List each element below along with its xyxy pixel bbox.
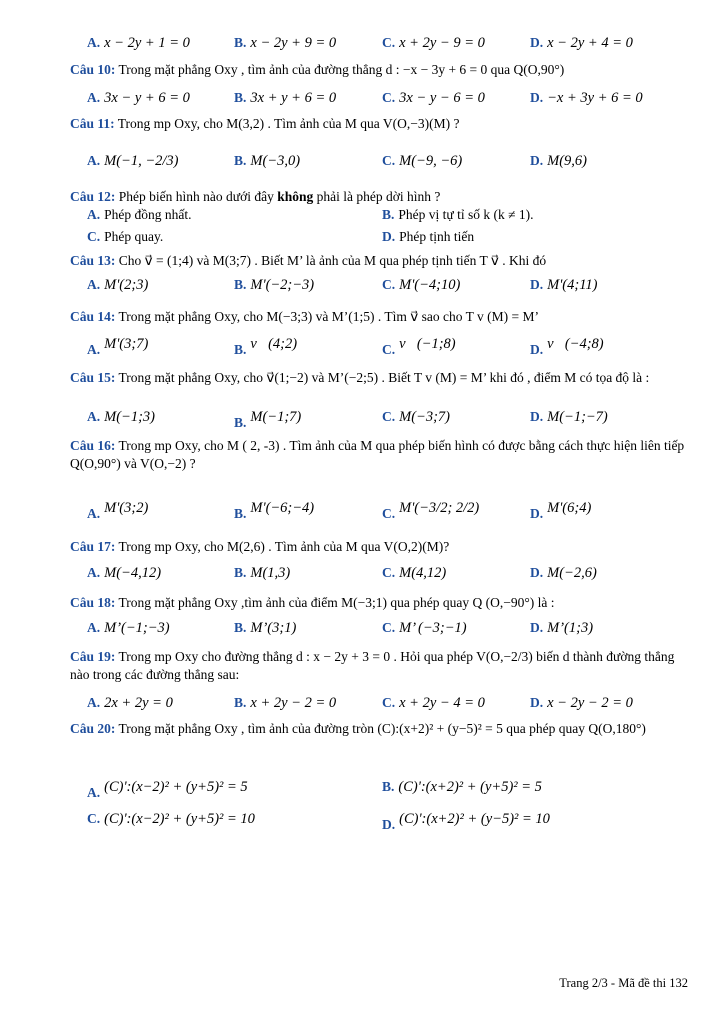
option-b: B. Phép vị tự tỉ số k (k ≠ 1). — [382, 207, 534, 222]
question-20: Câu 20: Trong mặt phẳng Oxy , tìm ảnh của đường tròn (C):(x+2)² + (y−5)² = 5 qua phép quay Q(O,180°) — [70, 721, 646, 736]
option-b: B. M'(−2;−3) — [234, 277, 315, 293]
option-d: D. (C)':(x+2)² + (y−5)² = 10 — [382, 811, 550, 832]
option-d: D. M(−1;−7) — [530, 409, 608, 425]
options-q15 — [87, 407, 690, 429]
option-c: C. M’ (−3;−1) — [382, 620, 467, 636]
option-a: A. (C)':(x−2)² + (y+5)² = 5 — [87, 779, 248, 800]
option-d: D. x − 2y − 2 = 0 — [530, 695, 633, 711]
option-b: B. M(−3,0) — [234, 153, 301, 169]
option-c: C. M'(−4;10) — [382, 277, 461, 293]
option-d: D. Phép tịnh tiến — [382, 229, 475, 244]
options-q13 — [87, 275, 690, 297]
option-d: D. M'(4;11) — [530, 277, 598, 293]
option-d: D. M'(6;4) — [530, 500, 592, 521]
option-b: B. M(−1;7) — [234, 409, 302, 430]
option-c: C. Phép quay. — [87, 229, 164, 244]
options-q18 — [87, 618, 690, 640]
option-a: A. M(−1;3) — [87, 409, 155, 425]
option-b: B. v⃗(4;2) — [234, 336, 298, 357]
question-13: Câu 13: Cho v⃗ = (1;4) và M(3;7) . Biết M’ là ảnh của M qua phép tịnh tiến T v⃗ . Khi đó — [70, 253, 547, 268]
option-a: A. x − 2y + 1 = 0 — [87, 35, 190, 51]
option-a: A. M(−1, −2/3) — [87, 153, 179, 169]
option-a: A. M'(3;7) — [87, 336, 149, 357]
options-q20-row1 — [87, 777, 690, 799]
option-a: A. 2x + 2y = 0 — [87, 695, 173, 711]
option-a: A. Phép đồng nhất. — [87, 207, 192, 222]
option-c: C. (C)':(x−2)² + (y+5)² = 10 — [87, 811, 255, 827]
option-a: A. 3x − y + 6 = 0 — [87, 90, 190, 106]
question-14: Câu 14: Trong mặt phẳng Oxy, cho M(−3;3) và M’(1;5) . Tìm v⃗ sao cho T v (M) = M’ — [70, 309, 539, 324]
question-16: Câu 16: Trong mp Oxy, cho M ( 2, -3) . Tìm ảnh của M qua phép biến hình có được bằng cách thực hiện liên tiếp Q(O,90°) và V(O,−2) ? — [70, 438, 685, 471]
options-q9 — [87, 33, 690, 55]
question-19: Câu 19: Trong mp Oxy cho đường thẳng d : x − 2y + 3 = 0 . Hỏi qua phép V(O,−2/3) biến d thành đường thẳng nào trong các đường thẳng sau: — [70, 649, 675, 682]
options-q14 — [87, 334, 690, 356]
option-a: A. M’(−1;−3) — [87, 620, 170, 636]
options-q20-row2 — [87, 809, 690, 831]
options-q16 — [87, 498, 690, 520]
option-b: B. (C)':(x+2)² + (y+5)² = 5 — [382, 779, 542, 795]
option-d: D. M(−2,6) — [530, 565, 597, 581]
options-q12-row1 — [87, 205, 690, 227]
question-12: Câu 12: Phép biến hình nào dưới đây không phải là phép dời hình ? — [70, 189, 441, 204]
option-c: C. 3x − y − 6 = 0 — [382, 90, 485, 106]
option-a: A. M'(2;3) — [87, 277, 149, 293]
options-q19 — [87, 693, 690, 715]
question-17: Câu 17: Trong mp Oxy, cho M(2,6) . Tìm ảnh của M qua V(O,2)(M)? — [70, 539, 450, 554]
option-b: B. M(1,3) — [234, 565, 291, 581]
option-d: D. M(9,6) — [530, 153, 587, 169]
question-11: Câu 11: Trong mp Oxy, cho M(3,2) . Tìm ảnh của M qua V(O,−3)(M) ? — [70, 116, 460, 131]
option-b: B. 3x + y + 6 = 0 — [234, 90, 337, 106]
question-18: Câu 18: Trong mặt phẳng Oxy ,tìm ảnh của điểm M(−3;1) qua phép quay Q (O,−90°) là : — [70, 595, 555, 610]
options-q12-row2 — [87, 227, 690, 249]
question-10: Câu 10: Trong mặt phẳng Oxy , tìm ảnh của đường thẳng d : −x − 3y + 6 = 0 qua Q(O,90°) — [70, 62, 565, 77]
option-d: D. M’(1;3) — [530, 620, 594, 636]
option-a: A. M(−4,12) — [87, 565, 162, 581]
option-c: C. M(−3;7) — [382, 409, 450, 425]
option-b: B. x + 2y − 2 = 0 — [234, 695, 337, 711]
options-q10 — [87, 88, 690, 110]
page-footer: Trang 2/3 - Mã đề thi 132 — [559, 976, 688, 990]
option-c: C. x + 2y − 9 = 0 — [382, 35, 485, 51]
option-c: C. M(−9, −6) — [382, 153, 463, 169]
option-a: A. M'(3;2) — [87, 500, 149, 521]
option-d: D. v⃗(−4;8) — [530, 336, 604, 357]
option-c: C. v⃗(−1;8) — [382, 336, 456, 357]
option-d: D. −x + 3y + 6 = 0 — [530, 90, 643, 106]
option-b: B. M’(3;1) — [234, 620, 297, 636]
option-c: C. M'(−3/2; 2/2) — [382, 500, 480, 521]
options-q11 — [87, 151, 690, 173]
option-d: D. x − 2y + 4 = 0 — [530, 35, 633, 51]
option-c: C. M(4,12) — [382, 565, 447, 581]
option-c: C. x + 2y − 4 = 0 — [382, 695, 485, 711]
option-b: B. x − 2y + 9 = 0 — [234, 35, 337, 51]
option-b: B. M'(−6;−4) — [234, 500, 315, 521]
question-15: Câu 15: Trong mặt phẳng Oxy, cho v⃗(1;−2) và M’(−2;5) . Biết T v (M) = M’ khi đó , điểm M có tọa độ là : — [70, 370, 650, 385]
options-q17 — [87, 563, 690, 585]
